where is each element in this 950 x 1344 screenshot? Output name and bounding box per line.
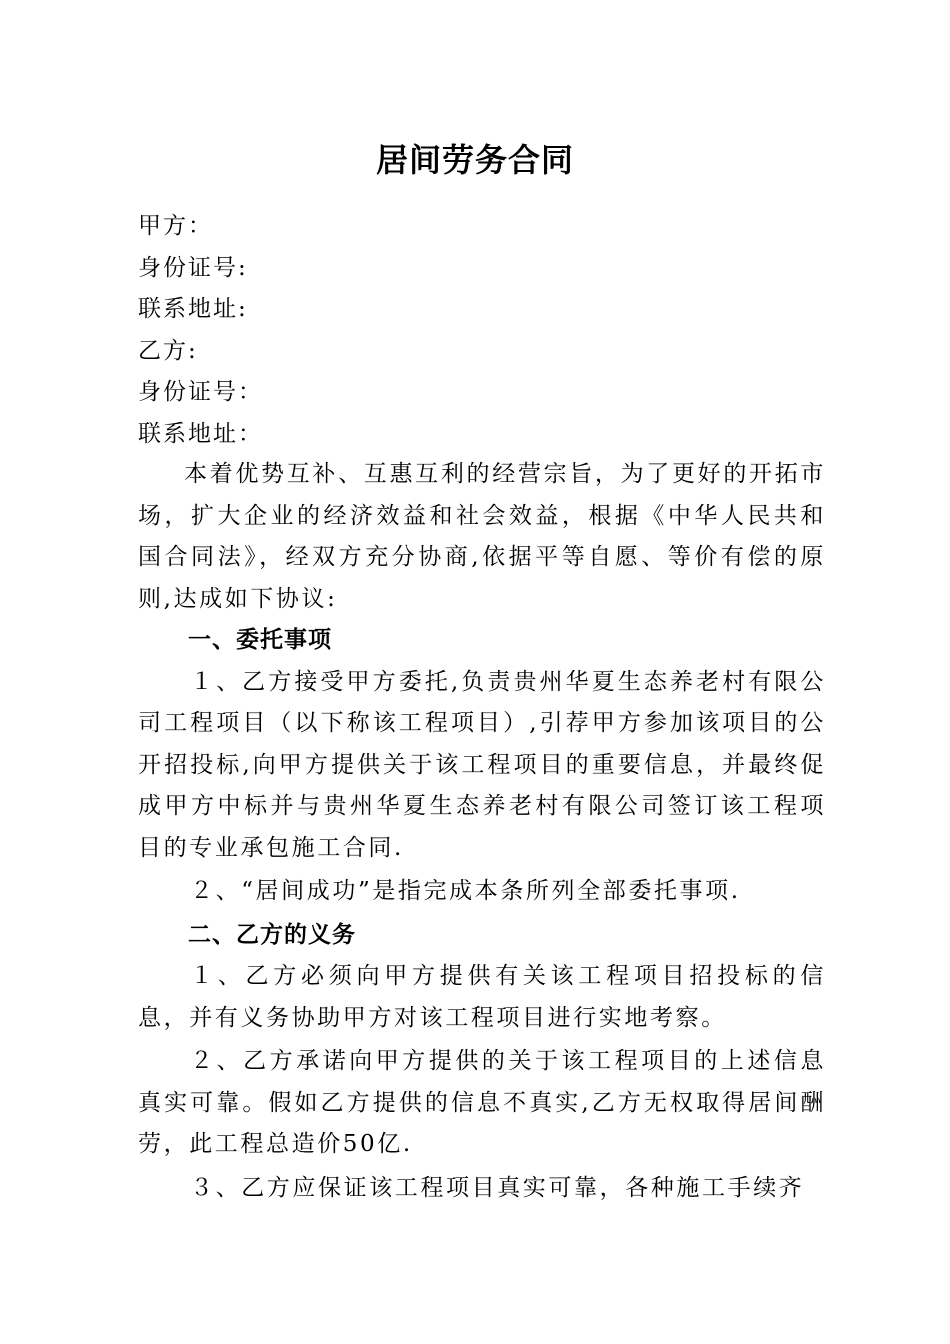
section1-clause-1: １、乙方接受甲方委托,负责贵州华夏生态养老村有限公司工程项目（以下称该工程项目）,引荐甲方参加该项目的公开招投标,向甲方提供关于该工程项目的重要信息，并最终促成甲方中标并与贵州华夏生态养老村有限公司签订该工程项目的专业承包施工合同. [138, 668, 826, 861]
party-a-id-label: 身份证号: [138, 254, 248, 281]
party-b-label: 乙方: [138, 337, 198, 364]
section-heading-party-b-obligations: 二、乙方的义务 [188, 921, 356, 948]
contract-body [138, 454, 826, 1209]
section1-clause-2: ２、“居间成功”是指完成本条所列全部委托事项. [190, 878, 741, 904]
section2-clause-3: ３、乙方应保证该工程项目真实可靠，各种施工手续齐 [190, 1174, 805, 1201]
section2-clause-2: ２、乙方承诺向甲方提供的关于该工程项目的上述信息真实可靠。假如乙方提供的信息不真实,乙方无权取得居间酬劳，此工程总造价50亿. [138, 1048, 826, 1157]
party-a-address-label: 联系地址: [138, 296, 248, 322]
section-heading-entrusted-matters: 一、委托事项 [188, 627, 332, 653]
section2-clause-1: １、乙方必须向甲方提供有关该工程项目招投标的信息，并有义务协助甲方对该工程项目进行实地考察。 [138, 963, 826, 1031]
party-b-id-label: 身份证号： [138, 379, 263, 405]
party-b-address-label: 联系地址： [138, 420, 263, 447]
party-a-label: 甲方： [138, 213, 213, 239]
party-info-block [138, 206, 818, 455]
preamble-paragraph: 本着优势互补、互惠互利的经营宗旨，为了更好的开拓市场，扩大企业的经济效益和社会效益，根据《中华人民共和国合同法》，经双方充分协商,依据平等自愿、等价有偿的原则,达成如下协议: [138, 461, 826, 612]
document-title: 居间劳务合同 [375, 141, 574, 179]
